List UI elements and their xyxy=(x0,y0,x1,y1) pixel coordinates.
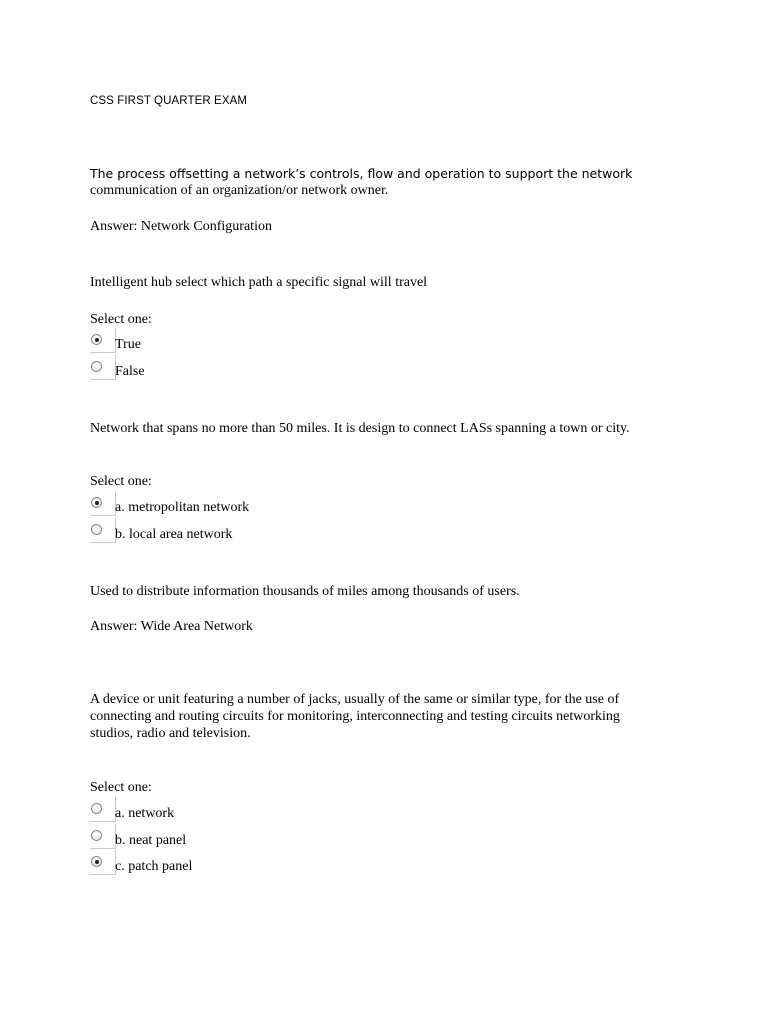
question-1-line-1: The process offsetting a network’s controls, flow and operation to support the network xyxy=(90,166,633,181)
question-4-text: Used to distribute information thousands of miles among thousands of users. xyxy=(90,584,520,599)
option-label: b. local area network xyxy=(115,527,233,542)
question-2-option-false[interactable] xyxy=(90,359,390,383)
page-title: CSS FIRST QUARTER EXAM xyxy=(90,95,248,107)
question-1-answer: Answer: Network Configuration xyxy=(90,219,272,234)
radio-unchecked-icon[interactable] xyxy=(91,361,102,372)
question-3-option-b[interactable] xyxy=(90,522,390,546)
radio-unchecked-icon[interactable] xyxy=(91,830,102,841)
option-underline xyxy=(90,352,116,353)
option-underline xyxy=(90,821,116,822)
radio-unchecked-icon[interactable] xyxy=(91,524,102,535)
option-underline xyxy=(90,379,116,380)
question-5-line-1: A device or unit featuring a number of jacks, usually of the same or similar type, for the use of xyxy=(90,692,620,707)
question-3-option-a[interactable] xyxy=(90,495,390,519)
question-1-line-2: communication of an organization/or network owner. xyxy=(90,183,389,198)
option-label: c. patch panel xyxy=(115,859,193,874)
question-2-select-label: Select one: xyxy=(90,312,152,327)
question-2-option-true[interactable] xyxy=(90,332,390,356)
question-5-line-3: studios, radio and television. xyxy=(90,726,251,741)
option-label: True xyxy=(115,337,141,352)
question-5-option-c[interactable] xyxy=(90,854,390,878)
radio-checked-icon[interactable] xyxy=(91,334,102,345)
option-label: a. metropolitan network xyxy=(115,500,250,515)
question-5-select-label: Select one: xyxy=(90,780,152,795)
radio-checked-icon[interactable] xyxy=(91,497,102,508)
option-underline xyxy=(90,515,116,516)
question-5-option-b[interactable] xyxy=(90,828,390,852)
question-4-answer: Answer: Wide Area Network xyxy=(90,619,253,634)
option-label: b. neat panel xyxy=(115,833,187,848)
question-5-option-a[interactable] xyxy=(90,801,390,825)
option-label: False xyxy=(115,364,145,379)
radio-unchecked-icon[interactable] xyxy=(91,803,102,814)
radio-checked-icon[interactable] xyxy=(91,856,102,867)
option-label: a. network xyxy=(115,806,175,821)
option-underline xyxy=(90,874,116,875)
option-underline xyxy=(90,542,116,543)
option-underline xyxy=(90,848,116,849)
question-3-text: Network that spans no more than 50 miles. It is design to connect LASs spanning a town or city. xyxy=(90,421,630,436)
question-2-text: Intelligent hub select which path a specific signal will travel xyxy=(90,275,428,290)
question-3-select-label: Select one: xyxy=(90,474,152,489)
question-5-line-2: connecting and routing circuits for monitoring, interconnecting and testing circuits networking xyxy=(90,709,620,724)
